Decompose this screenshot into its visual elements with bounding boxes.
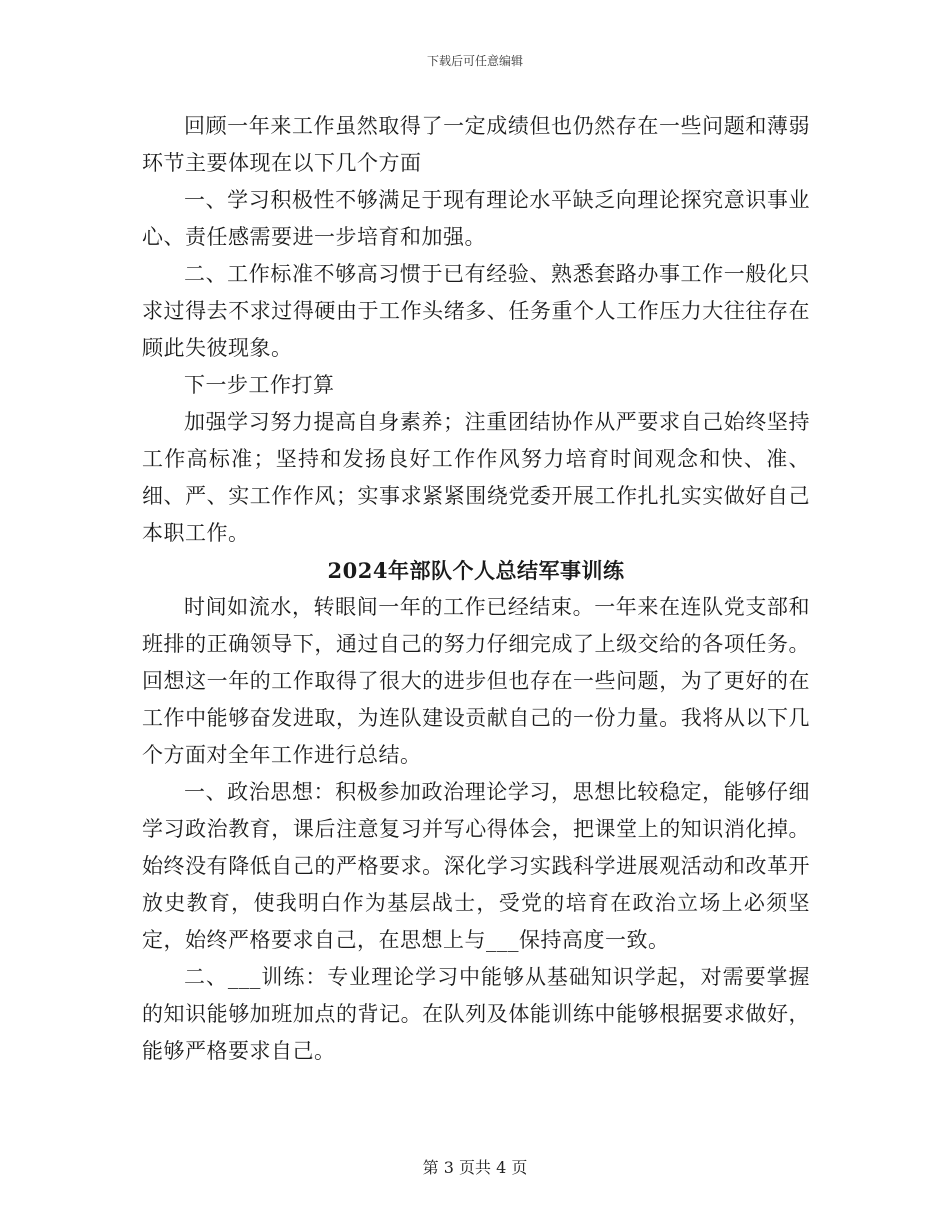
paragraph-issue-1: 一、学习积极性不够满足于现有理论水平缺乏向理论探究意识事业心、责任感需要进一步培育和加强。 xyxy=(142,188,810,249)
page-footer: 第 3 页共 4 页 xyxy=(422,1158,528,1177)
section-title: 2024年部队个人总结军事训练 xyxy=(327,558,625,583)
paragraph-training: 二、___训练：专业理论学习中能够从基础知识学起，对需要掌握的知识能够加班加点的背记。在队列及体能训练中能够根据要求做好，能够严格要求自己。 xyxy=(142,965,810,1063)
paragraph-review: 回顾一年来工作虽然取得了一定成绩但也仍然存在一些问题和薄弱环节主要体现在以下几个方面 xyxy=(142,114,810,175)
page-header: 下载后可任意编辑 xyxy=(426,54,523,68)
paragraph-political: 一、政治思想：积极参加政治理论学习，思想比较稳定，能够仔细学习政治教育，课后注意复习并写心得体会，把课堂上的知识消化掉。始终没有降低自己的严格要求。深化学习实践科学进展观活动和改革开放史教育，使我明白作为基层战士，受党的培育在政治立场上必须坚定，始终严格要求自己，在思想上与___保持高度一致。 xyxy=(142,780,810,952)
paragraph-next-plan: 加强学习努力提高自身素养；注重团结协作从严要求自己始终坚持工作高标准；坚持和发扬良好工作作风努力培育时间观念和快、准、细、严、实工作作风；实事求紧紧围绕党委开展工作扎扎实实做好自己本职工作。 xyxy=(142,410,810,545)
paragraph-next-plan-heading: 下一步工作打算 xyxy=(184,373,335,397)
document-body xyxy=(142,108,810,1070)
paragraph-intro: 时间如流水，转眼间一年的工作已经结束。一年来在连队党支部和班排的正确领导下，通过自己的努力仔细完成了上级交给的各项任务。回想这一年的工作取得了很大的进步但也存在一些问题，为了更好的在工作中能够奋发进取，为连队建设贡献自己的一份力量。我将从以下几个方面对全年工作进行总结。 xyxy=(142,595,810,767)
paragraph-issue-2: 二、工作标准不够高习惯于已有经验、熟悉套路办事工作一般化只求过得去不求过得硬由于工作头绪多、任务重个人工作压力大往往存在顾此失彼现象。 xyxy=(142,262,810,360)
